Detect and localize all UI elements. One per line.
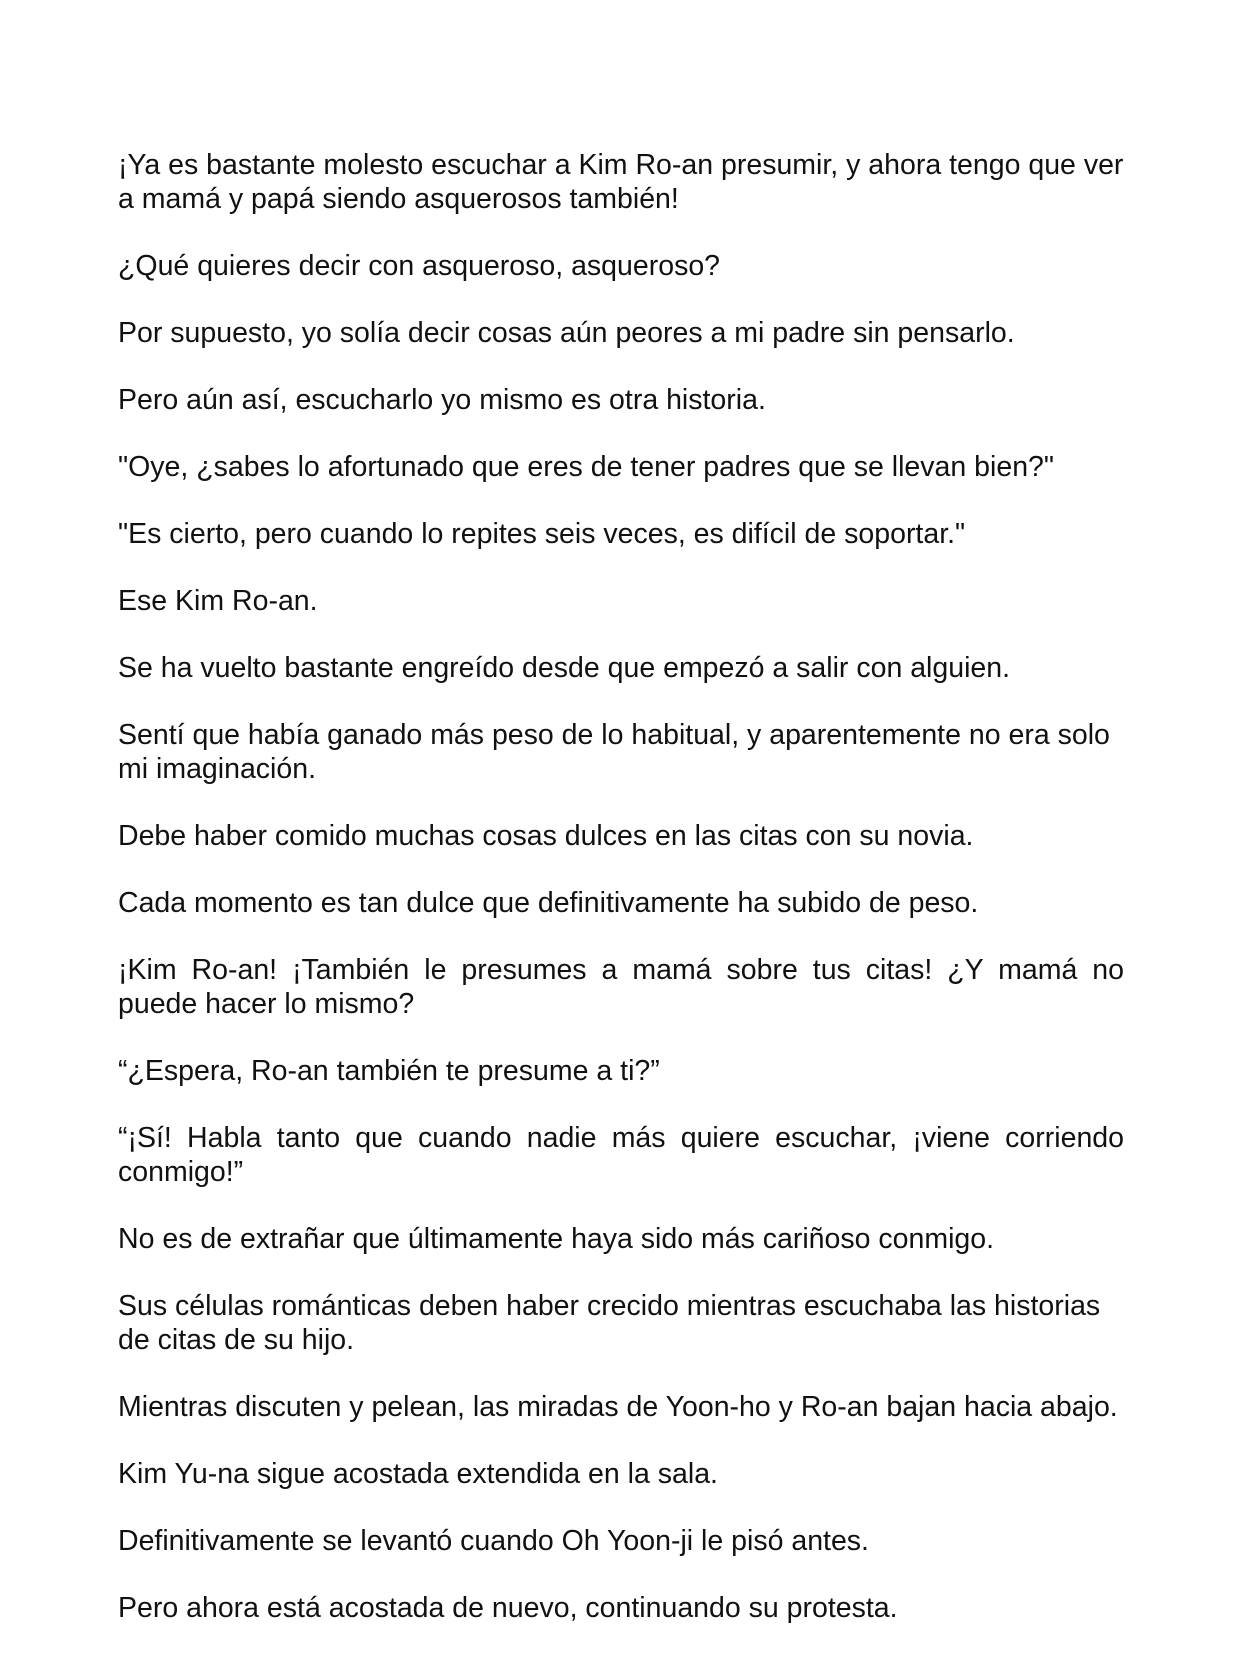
paragraph: “¿Espera, Ro-an también te presume a ti?” — [118, 1055, 660, 1087]
paragraph: Ese Kim Ro-an. — [118, 585, 318, 617]
paragraph: Sus células románticas deben haber crecido mientras escuchaba las historias de citas de su hijo. — [118, 1290, 1101, 1356]
paragraph: Kim Yu-na sigue acostada extendida en la sala. — [118, 1458, 718, 1490]
paragraph: Se ha vuelto bastante engreído desde que empezó a salir con alguien. — [118, 652, 1011, 684]
paragraph: Definitivamente se levantó cuando Oh Yoon-ji le pisó antes. — [118, 1525, 869, 1557]
paragraph: ¡Ya es bastante molesto escuchar a Kim Ro-an presumir, y ahora tengo que ver a mamá y papá siendo asquerosos también! — [118, 149, 1124, 215]
paragraph: Pero aún así, escucharlo yo mismo es otra historia. — [118, 384, 766, 416]
paragraph: Pero ahora está acostada de nuevo, continuando su protesta. — [118, 1592, 898, 1624]
document-body — [118, 148, 1124, 1658]
paragraph: Sentí que había ganado más peso de lo habitual, y aparentemente no era solo mi imaginación. — [118, 719, 1110, 785]
paragraph: Mientras discuten y pelean, las miradas de Yoon-ho y Ro-an bajan hacia abajo. — [118, 1391, 1118, 1423]
paragraph: "Oye, ¿sabes lo afortunado que eres de tener padres que se llevan bien?" — [118, 451, 1055, 483]
paragraph: Debe haber comido muchas cosas dulces en las citas con su novia. — [118, 820, 974, 852]
paragraph: ¡Kim Ro-an! ¡También le presumes a mamá sobre tus citas! ¿Y mamá no puede hacer lo mismo? — [118, 954, 1124, 1020]
paragraph: Por supuesto, yo solía decir cosas aún peores a mi padre sin pensarlo. — [118, 317, 1015, 349]
paragraph: No es de extrañar que últimamente haya sido más cariñoso conmigo. — [118, 1223, 995, 1255]
paragraph: "Es cierto, pero cuando lo repites seis veces, es difícil de soportar." — [118, 518, 966, 550]
paragraph: “¡Sí! Habla tanto que cuando nadie más quiere escuchar, ¡viene corriendo conmigo!” — [118, 1122, 1124, 1188]
paragraph: ¿Qué quieres decir con asqueroso, asqueroso? — [118, 250, 721, 282]
paragraph: Cada momento es tan dulce que definitivamente ha subido de peso. — [118, 887, 979, 919]
